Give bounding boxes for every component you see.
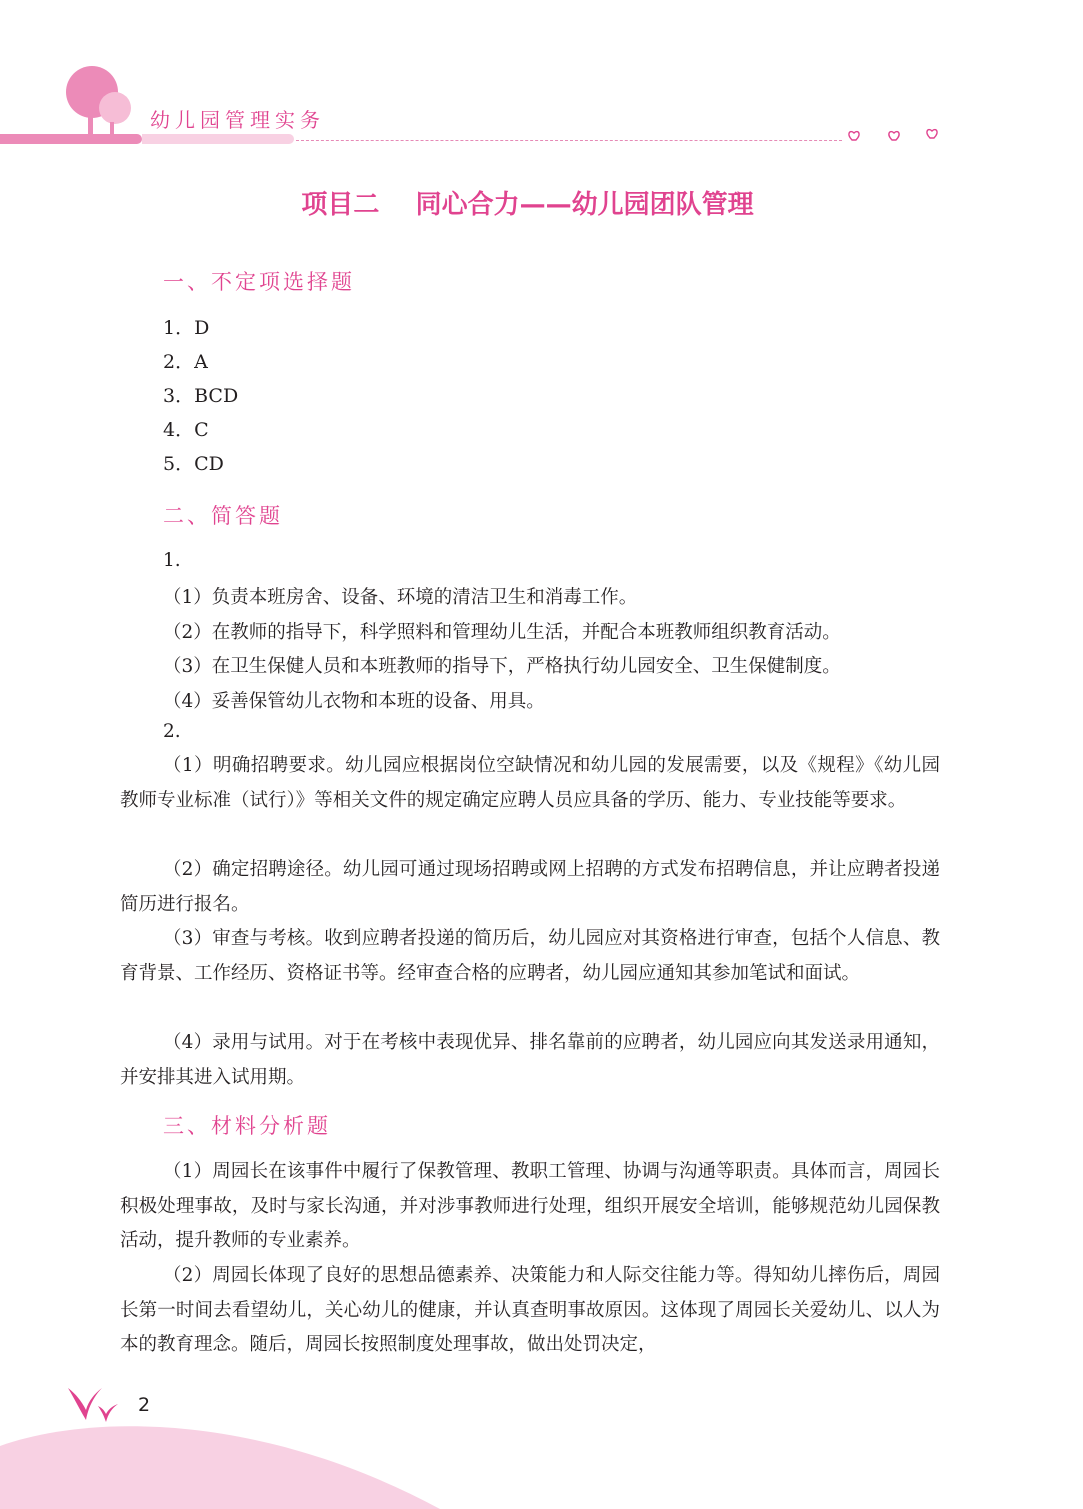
answer-item: 2．A	[163, 351, 208, 373]
answer-paragraph: （2）确定招聘途径。幼儿园可通过现场招聘或网上招聘的方式发布招聘信息，并让应聘者投递简历进行报名。	[120, 859, 940, 915]
answer-paragraph: （3）审查与考核。收到应聘者投递的简历后，幼儿园应对其资格进行审查，包括个人信息、教育背景、工作经历、资格证书等。经审查合格的应聘者，幼儿园应通知其参加笔试和面试。	[120, 928, 940, 984]
header-bar	[0, 134, 142, 144]
book-title: 幼儿园管理实务	[150, 108, 325, 132]
page-number: 2	[138, 1394, 151, 1416]
project-title: 项目二 同心合力——幼儿园团队管理	[301, 190, 754, 220]
answer-item: 1．D	[163, 317, 210, 339]
answer-item: 3．BCD	[163, 385, 239, 407]
list-item: （2）在教师的指导下，科学照料和管理幼儿生活，并配合本班教师组织教育活动。	[163, 622, 841, 643]
question-number: 1.	[163, 550, 181, 571]
hearts-icon	[844, 126, 944, 148]
answer-item: 4．C	[163, 419, 209, 441]
section-heading-multiple-choice: 一、不定项选择题	[163, 270, 355, 294]
header-dashed-line	[296, 140, 842, 141]
answer-item: 5．CD	[163, 453, 224, 475]
answer-list	[163, 311, 238, 481]
list-item: （1）负责本班房舍、设备、环境的清洁卫生和消毒工作。	[163, 587, 638, 608]
footer-decoration	[0, 1418, 440, 1509]
list-item: （4）妥善保管幼儿衣物和本班的设备、用具。	[163, 691, 545, 712]
section-heading-short-answer: 二、简答题	[163, 504, 283, 528]
answer-paragraph: （2）周园长体现了良好的思想品德素养、决策能力和人际交往能力等。得知幼儿摔伤后，周园长第一时间去看望幼儿，关心幼儿的健康，并认真查明事故原因。这体现了周园长关爱幼儿、以人为本的教育理念。随后，周园长按照制度处理事故，做出处罚决定，	[120, 1265, 940, 1355]
list-item: （3）在卫生保健人员和本班教师的指导下，严格执行幼儿园安全、卫生保健制度。	[163, 656, 841, 677]
header-bar-light	[142, 134, 294, 144]
answer-paragraph: （1）周园长在该事件中履行了保教管理、教职工管理、协调与沟通等职责。具体而言，周园长积极处理事故，及时与家长沟通，并对涉事教师进行处理，组织开展安全培训，能够规范幼儿园保教活动，提升教师的专业素养。	[120, 1161, 940, 1251]
section-heading-material-analysis: 三、材料分析题	[163, 1114, 331, 1138]
header-tree-icon	[64, 66, 144, 138]
answer-paragraph: （4）录用与试用。对于在考核中表现优异、排名靠前的应聘者，幼儿园应向其发送录用通知，并安排其进入试用期。	[120, 1032, 940, 1088]
question-number: 2.	[163, 721, 181, 742]
leaf-icon	[64, 1384, 120, 1424]
answer-paragraph: （1）明确招聘要求。幼儿园应根据岗位空缺情况和幼儿园的发展需要，以及《规程》《幼儿园教师专业标准（试行）》等相关文件的规定确定应聘人员应具备的学历、能力、专业技能等要求。	[120, 755, 940, 811]
